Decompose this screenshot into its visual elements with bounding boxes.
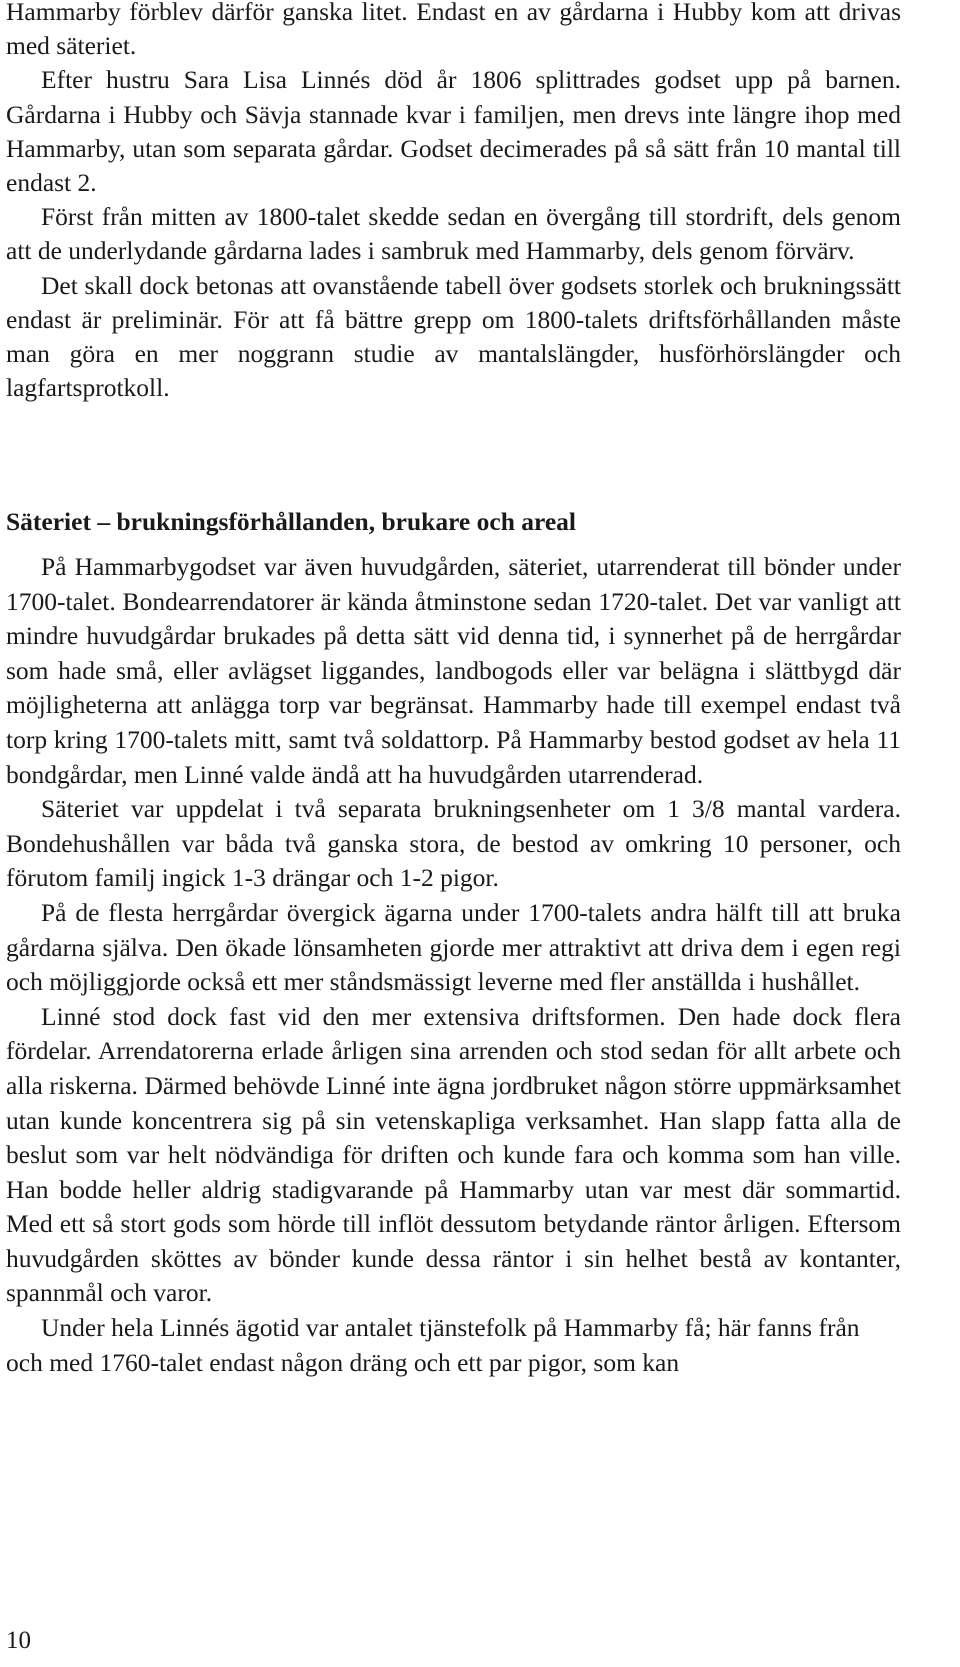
text-section-2 (6, 550, 901, 1380)
paragraph: Hammarby förblev därför ganska litet. Endast en av gårdarna i Hubby kom att drivas med säteriet. (6, 0, 901, 61)
paragraph: Efter hustru Sara Lisa Linnés död år 1806 splittrades godset upp på barnen. Gårdarna i Hubby och Sävja stannade kvar i familjen, men drevs inte längre ihop med Hammarby, utan som separata gårdar. Godset decimerades på så sätt från 10 mantal till endast 2. (6, 65, 901, 198)
paragraph: På de flesta herrgårdar övergick ägarna under 1700-talets andra hälft till att bruka gårdarna själva. Den ökade lönsamheten gjorde mer attraktivt att driva dem i egen regi och möjliggjorde också ett mer ståndsmässigt leverne med fler anställda i hushållet. (6, 897, 901, 997)
page-number: 10 (6, 1627, 31, 1654)
paragraph: Det skall dock betonas att ovanstående tabell över godsets storlek och brukningssätt endast är preliminär. För att få bättre grepp om 1800-talets driftsförhållanden måste man göra en mer noggrann studie av mantalslängder, husförhörslängder och lagfartsprotkoll. (6, 270, 901, 403)
paragraph: På Hammarbygodset var även huvudgården, säteriet, utarrenderat till bönder under 1700-talet. Bondearrendatorer är kända åtminstone sedan 1720-talet. Det var vanligt att mindre huvudgårdar brukades på detta sätt vid denna tid, i synnerhet på de herrgårdar som hade små, eller avlägset liggandes, landbogods eller var belägna i slättbygd där möjligheterna att anlägga torp var begränsat. Hammarby hade till exempel endast två torp kring 1700-talets mitt, samt två soldattorp. På Hammarby bestod godset av hela 11 bondgårdar, men Linné valde ändå att ha huvudgården utarrenderad. (6, 552, 901, 789)
text-section-1 (6, 0, 901, 405)
paragraph: Under hela Linnés ägotid var antalet tjänstefolk på Hammarby få; här fanns från och med 1760-talet endast någon dräng och ett par pigor, som kan (6, 1313, 860, 1377)
paragraph: Först från mitten av 1800-talet skedde sedan en övergång till stordrift, dels genom att de underlydande gårdarna lades i sambruk med Hammarby, dels genom förvärv. (6, 202, 901, 266)
paragraph: Säteriet var uppdelat i två separata brukningsenheter om 1 3/8 mantal vardera. Bondehushållen var båda två ganska stora, de bestod av omkring 10 personer, och förutom familj ingick 1-3 drängar och 1-2 pigor. (6, 794, 901, 893)
section-heading: Säteriet – brukningsförhållanden, brukare och areal (6, 507, 577, 536)
paragraph: Linné stod dock fast vid den mer extensiva driftsformen. Den hade dock flera fördelar. Arrendatorerna erlade årligen sina arrenden och stod sedan för allt arbete och alla riskerna. Därmed behövde Linné inte ägna jordbruket någon större uppmärksamhet utan kunde koncentrera sig på sin vetenskapliga verksamhet. Han slapp fatta alla de beslut som var helt nödvändiga för driften och kunde fara och komma som han ville. Han bodde heller aldrig stadigvarande på Hammarby utan var mest där sommartid. Med ett så stort gods som hörde till inflöt dessutom betydande räntor årligen. Eftersom huvudgården sköttes av bönder kunde dessa räntor i sin helhet bestå av kontanter, spannmål och varor. (6, 1001, 901, 1308)
